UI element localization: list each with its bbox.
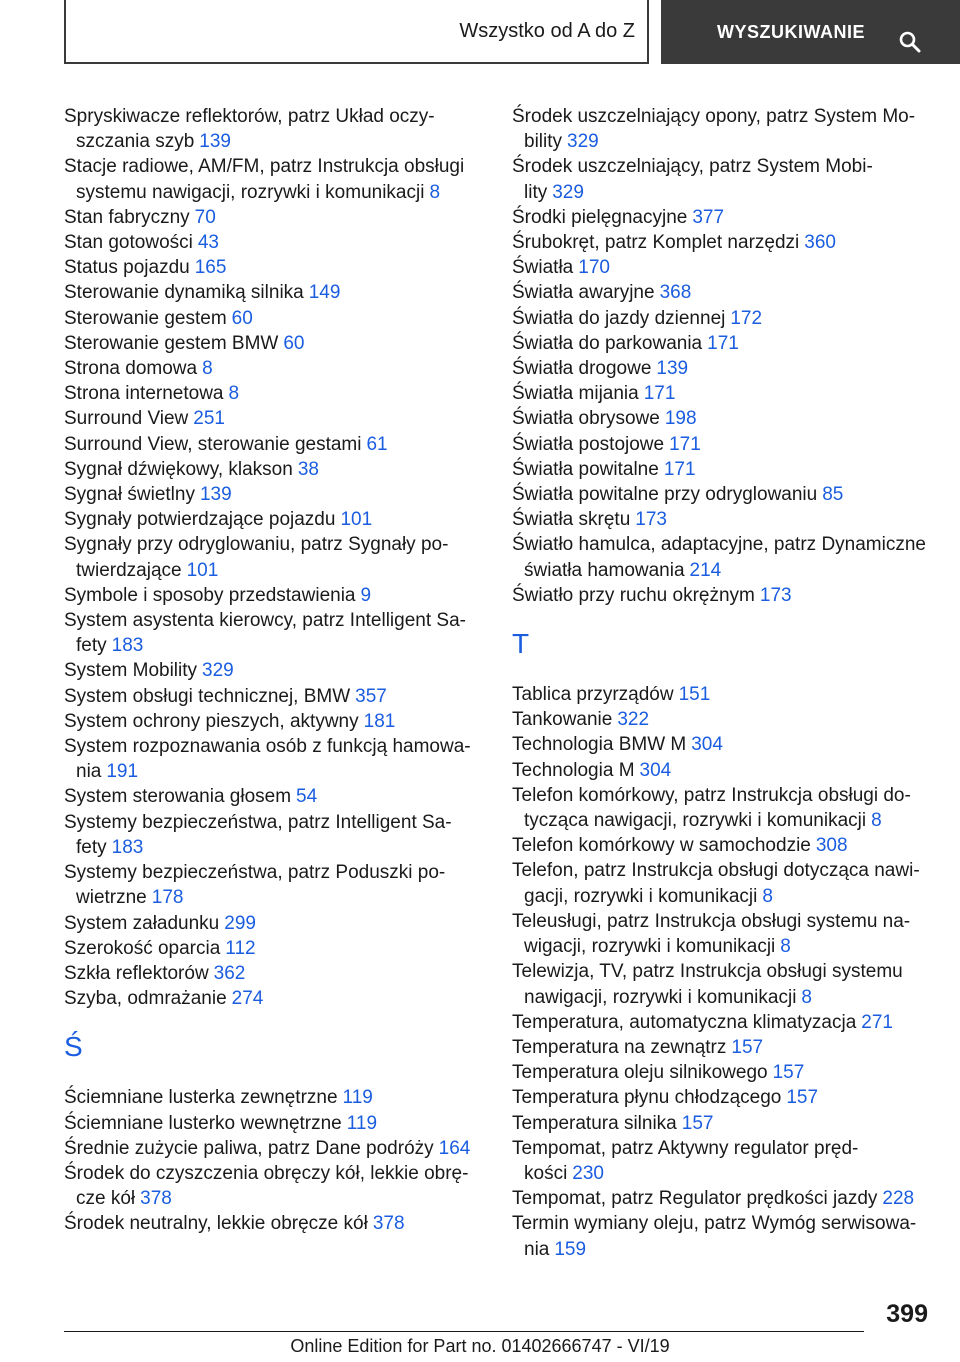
index-entry xyxy=(512,280,932,305)
index-entry xyxy=(512,154,932,204)
index-entry-text: System obsługi technicznej, BMW xyxy=(64,685,351,707)
index-entry xyxy=(512,758,932,783)
index-page-link[interactable]: 101 xyxy=(186,559,219,581)
index-entry xyxy=(64,1211,484,1236)
index-entry-text: Technologia M xyxy=(512,759,635,781)
index-entry-text: Termin wymiany oleju, patrz Wymóg serwisowa- xyxy=(512,1213,917,1235)
index-entry-text: Temperatura silnika xyxy=(512,1112,677,1134)
index-entry xyxy=(64,255,484,280)
index-entry xyxy=(64,860,484,910)
index-entry xyxy=(64,583,484,608)
index-page-link[interactable]: 8 xyxy=(762,885,773,907)
index-page-link[interactable]: 165 xyxy=(194,257,227,279)
index-page-link[interactable]: 119 xyxy=(342,1087,373,1109)
index-page-link[interactable]: 378 xyxy=(372,1213,405,1235)
index-entry-text: System załadunku xyxy=(64,912,220,934)
index-entry-text: Światła xyxy=(512,257,574,279)
index-page-link[interactable]: 308 xyxy=(815,835,848,857)
index-page-link[interactable]: 139 xyxy=(199,131,231,153)
index-entry xyxy=(512,255,932,280)
index-page-link[interactable]: 274 xyxy=(231,988,264,1010)
index-page-link[interactable]: 378 xyxy=(140,1188,172,1210)
index-entry xyxy=(512,406,932,431)
index-entry xyxy=(512,833,932,858)
index-entry-text: Telefon, patrz Instrukcja obsługi dotycząca nawi- xyxy=(512,860,920,882)
index-page-link[interactable]: 70 xyxy=(194,206,216,228)
index-entry xyxy=(64,784,484,809)
index-page-link[interactable]: 368 xyxy=(659,282,692,304)
index-entry-text: Sterowanie dynamiką silnika xyxy=(64,282,304,304)
index-page-link[interactable]: 214 xyxy=(689,559,722,581)
index-entry xyxy=(512,205,932,230)
index-entry xyxy=(64,154,484,204)
index-page-link[interactable]: 304 xyxy=(691,734,723,756)
index-page-link[interactable]: 173 xyxy=(635,509,667,531)
index-entry-text: Stan gotowości xyxy=(64,232,193,254)
footer-divider xyxy=(64,1331,864,1332)
index-entry xyxy=(64,381,484,406)
index-entry xyxy=(512,356,932,381)
footer xyxy=(0,1336,960,1357)
index-page-link[interactable]: 9 xyxy=(360,584,372,606)
index-entry-text: Strona domowa xyxy=(64,358,198,380)
index-entry-text: Stan fabryczny xyxy=(64,206,190,228)
index-entry-text: Tempomat, patrz Regulator prędkości jazdy xyxy=(512,1188,878,1210)
index-column-right xyxy=(512,104,932,1262)
index-entry-text: Symbole i sposoby przedstawienia xyxy=(64,584,356,606)
index-entry-text: System ochrony pieszych, aktywny xyxy=(64,710,359,732)
index-entry xyxy=(512,230,932,255)
index-entry xyxy=(512,1010,932,1035)
index-page-link[interactable]: 157 xyxy=(786,1087,819,1109)
index-entry xyxy=(512,707,932,732)
index-entry-text: System sterowania głosem xyxy=(64,786,292,808)
index-entry-text: Technologia BMW M xyxy=(512,734,687,756)
index-entry xyxy=(512,1136,932,1186)
index-page-link[interactable]: 101 xyxy=(340,509,373,531)
index-entry-text: Teleusługi, patrz Instrukcja obsługi systemu na- xyxy=(512,910,911,932)
index-entry-text: Systemy bezpieczeństwa, patrz Poduszki po- xyxy=(64,862,446,884)
index-entry-text: Ściemniane lusterka zewnętrzne xyxy=(64,1087,338,1109)
index-entry xyxy=(64,507,484,532)
index-page-link[interactable]: 164 xyxy=(438,1137,471,1159)
index-entry xyxy=(512,1085,932,1110)
index-entry-text: cze kół xyxy=(76,1188,136,1210)
index-entry-text: Światła drogowe xyxy=(512,358,652,380)
index-entry-text: Telefon komórkowy, patrz Instrukcja obsługi do- xyxy=(512,784,911,806)
index-entry xyxy=(512,1111,932,1136)
index-letter-heading: Ś xyxy=(64,1031,83,1063)
index-page-link[interactable]: 198 xyxy=(664,408,697,430)
index-page-link[interactable]: 329 xyxy=(202,660,234,682)
index-entry xyxy=(64,734,484,784)
index-entry-text: Systemy bezpieczeństwa, patrz Intelligent Sa- xyxy=(64,811,452,833)
index-page-link[interactable]: 112 xyxy=(225,937,256,959)
index-entry-text: Temperatura na zewnątrz xyxy=(512,1036,727,1058)
index-entry-text: Tankowanie xyxy=(512,709,613,731)
index-page-link[interactable]: 357 xyxy=(355,685,387,707)
index-entry-text: Stacje radiowe, AM/FM, patrz Instrukcja obsługi xyxy=(64,156,465,178)
index-entry xyxy=(512,909,932,959)
index-entry xyxy=(64,205,484,230)
index-page-link[interactable]: 157 xyxy=(681,1112,714,1134)
index-entry-text: lity xyxy=(524,181,548,203)
index-letter-heading: T xyxy=(512,628,530,660)
index-entry-text: Telefon komórkowy w samochodzie xyxy=(512,835,811,857)
index-entry-text: Środek neutralny, lekkie obręcze kół xyxy=(64,1213,368,1235)
index-entry xyxy=(512,532,932,582)
index-page-link[interactable]: 377 xyxy=(692,206,725,228)
index-page-link[interactable]: 362 xyxy=(213,962,246,984)
index-entry-text: Światła do jazdy dziennej xyxy=(512,307,726,329)
index-entry xyxy=(512,583,932,608)
index-page-link[interactable]: 119 xyxy=(346,1112,378,1134)
tab-search[interactable] xyxy=(661,0,960,64)
index-entry xyxy=(512,858,932,908)
index-page-link[interactable]: 43 xyxy=(197,232,219,254)
index-entry xyxy=(64,1161,484,1211)
index-entry-text: Szkła reflektorów xyxy=(64,962,209,984)
index-page-link[interactable]: 181 xyxy=(363,710,396,732)
index-entry-text: Surround View, sterowanie gestami xyxy=(64,433,362,455)
index-entry-text: Środek do czyszczenia obręczy kół, lekkie obrę- xyxy=(64,1162,469,1184)
index-entry-text: twierdzające xyxy=(76,559,182,581)
index-page-link[interactable]: 172 xyxy=(730,307,763,329)
index-entry xyxy=(512,457,932,482)
index-entry xyxy=(512,507,932,532)
index-entry-text: kości xyxy=(524,1162,568,1184)
index-page-link[interactable]: 8 xyxy=(202,358,213,380)
index-entry-text: Surround View xyxy=(64,408,189,430)
tab-search-label: WYSZUKIWANIE xyxy=(717,21,865,42)
index-page-link[interactable]: 191 xyxy=(106,761,139,783)
index-entry xyxy=(64,986,484,1011)
index-entry xyxy=(64,406,484,431)
index-page-link[interactable]: 329 xyxy=(552,181,584,203)
index-entry xyxy=(512,432,932,457)
index-entry-text: Spryskiwacze reflektorów, patrz Układ oczy- xyxy=(64,106,435,127)
index-entry-text: Światła skrętu xyxy=(512,509,631,531)
index-page-link[interactable]: 183 xyxy=(111,635,144,657)
index-page-link[interactable]: 329 xyxy=(567,131,599,153)
index-entry xyxy=(64,280,484,305)
index-entry-text: Szyba, odmrażanie xyxy=(64,988,227,1010)
index-page-link[interactable]: 60 xyxy=(283,332,305,354)
index-entry-text: nawigacji, rozrywki i komunikacji xyxy=(524,986,797,1008)
index-page-link[interactable]: 157 xyxy=(772,1062,805,1084)
index-entry-text: Średnie zużycie paliwa, patrz Dane podróży xyxy=(64,1137,434,1159)
index-entry-text: światła hamowania xyxy=(524,559,685,581)
index-entry-text: bility xyxy=(524,131,563,153)
index-page-link[interactable]: 271 xyxy=(861,1011,893,1033)
index-page-link[interactable]: 8 xyxy=(871,810,882,832)
index-page-link[interactable]: 228 xyxy=(882,1188,915,1210)
index-page-link[interactable]: 60 xyxy=(231,307,253,329)
index-entry xyxy=(64,331,484,356)
index-entry-text: fety xyxy=(76,836,107,858)
footer-edition: Online Edition for Part no. 01402666747 - VI/19 xyxy=(290,1336,670,1356)
index-entry-text: Sterowanie gestem xyxy=(64,307,227,329)
index-entry xyxy=(512,331,932,356)
index-entry xyxy=(64,1085,484,1110)
index-page-link[interactable]: 183 xyxy=(111,836,144,858)
index-entry-text: gacji, rozrywki i komunikacji xyxy=(524,885,758,907)
index-entry-text: Światła awaryjne xyxy=(512,282,655,304)
index-entry-text: Temperatura oleju silnikowego xyxy=(512,1062,768,1084)
index-entry xyxy=(64,810,484,860)
index-page-link[interactable]: 171 xyxy=(707,332,739,354)
index-entry-text: Sygnał dźwiękowy, klakson xyxy=(64,458,293,480)
index-entry xyxy=(64,1111,484,1136)
index-entry-text: Światła do parkowania xyxy=(512,332,703,354)
index-column-left xyxy=(64,104,484,1237)
index-page-link[interactable]: 151 xyxy=(678,684,711,706)
index-entry xyxy=(512,482,932,507)
index-entry xyxy=(64,482,484,507)
index-page-link[interactable]: 173 xyxy=(759,584,792,606)
index-entry-text: wietrzne xyxy=(76,887,147,909)
index-entry xyxy=(64,709,484,734)
index-page-link[interactable]: 139 xyxy=(656,358,689,380)
index-page-link[interactable]: 360 xyxy=(804,232,836,254)
index-entry-text: Strona internetowa xyxy=(64,383,224,405)
index-entry xyxy=(512,1060,932,1085)
index-entry-text: szczania szyb xyxy=(76,131,195,153)
index-entry xyxy=(512,732,932,757)
index-entry-text: nia xyxy=(76,761,102,783)
index-entry-text: Telewizja, TV, patrz Instrukcja obsługi systemu xyxy=(512,961,903,983)
index-page-link[interactable]: 230 xyxy=(572,1162,604,1184)
index-entry xyxy=(64,684,484,709)
index-page-link[interactable]: 38 xyxy=(297,458,319,480)
index-entry xyxy=(64,230,484,255)
index-entry-text: Światła obrysowe xyxy=(512,408,660,430)
index-entry xyxy=(512,104,932,154)
index-page-link[interactable]: 304 xyxy=(639,759,672,781)
index-page-link[interactable]: 61 xyxy=(366,433,388,455)
index-entry-text: wigacji, rozrywki i komunikacji xyxy=(524,936,776,958)
index-entry xyxy=(512,682,932,707)
index-entry xyxy=(64,936,484,961)
index-entry-text: Temperatura, automatyczna klimatyzacja xyxy=(512,1011,857,1033)
index-page-link[interactable]: 171 xyxy=(663,458,696,480)
index-page-link[interactable]: 251 xyxy=(193,408,225,430)
index-entry-text: Sygnały potwierdzające pojazdu xyxy=(64,509,336,531)
page-number: 399 xyxy=(886,1300,928,1328)
index-entry xyxy=(64,961,484,986)
index-entry-text: Ściemniane lusterko wewnętrzne xyxy=(64,1112,342,1134)
index-page-link[interactable]: 157 xyxy=(731,1036,764,1058)
index-entry xyxy=(64,608,484,658)
index-page-link[interactable]: 85 xyxy=(822,484,844,506)
index-entry-text: System Mobility xyxy=(64,660,198,682)
index-entry-text: Tablica przyrządów xyxy=(512,684,674,706)
index-page-link[interactable]: 170 xyxy=(578,257,610,279)
index-entry-text: Szerokość oparcia xyxy=(64,937,221,959)
index-entry-text: System asystenta kierowcy, patrz Intelligent Sa- xyxy=(64,610,466,632)
index-entry xyxy=(64,1136,484,1161)
index-entry xyxy=(64,911,484,936)
index-page-link[interactable]: 8 xyxy=(228,383,240,405)
index-page-link[interactable]: 171 xyxy=(643,383,676,405)
index-entry-text: Śrubokręt, patrz Komplet narzędzi xyxy=(512,232,800,254)
index-entry xyxy=(64,432,484,457)
index-entry-text: Środki pielęgnacyjne xyxy=(512,206,688,228)
index-entry xyxy=(64,457,484,482)
index-entry xyxy=(512,1035,932,1060)
index-entry xyxy=(512,783,932,833)
index-page-link[interactable]: 171 xyxy=(669,433,701,455)
index-entry-text: fety xyxy=(76,635,107,657)
top-navigation xyxy=(64,0,960,64)
index-entry xyxy=(512,1186,932,1211)
index-entry xyxy=(64,532,484,582)
index-entry xyxy=(64,104,484,154)
index-entry xyxy=(64,306,484,331)
index-entry-text: Środek uszczelniający opony, patrz System Mo- xyxy=(512,106,916,127)
index-page-link[interactable]: 8 xyxy=(801,986,812,1008)
index-page-link[interactable]: 54 xyxy=(296,786,318,808)
index-entry xyxy=(64,658,484,683)
index-entry xyxy=(512,959,932,1009)
index-page-link[interactable]: 159 xyxy=(554,1238,587,1260)
index-entry xyxy=(512,306,932,331)
index-page-link[interactable]: 8 xyxy=(429,181,441,203)
index-entry-text: Sygnał świetlny xyxy=(64,484,195,506)
index-entry-text: Sygnały przy odryglowaniu, patrz Sygnały po- xyxy=(64,534,449,556)
index-page-link[interactable]: 322 xyxy=(617,709,650,731)
index-entry-text: Sterowanie gestem BMW xyxy=(64,332,279,354)
index-entry-text: tycząca nawigacji, rozrywki i komunikacji xyxy=(524,810,867,832)
index-entry xyxy=(512,1211,932,1261)
tab-a-to-z-label: Wszystko od A do Z xyxy=(459,19,635,42)
index-entry-text: Światła mijania xyxy=(512,383,639,405)
index-page-link[interactable]: 178 xyxy=(151,887,184,909)
index-entry-text: systemu nawigacji, rozrywki i komunikacji xyxy=(76,181,425,203)
index-page-link[interactable]: 299 xyxy=(224,912,256,934)
index-entry-text: Status pojazdu xyxy=(64,257,190,279)
index-entry-text: Światło przy ruchu okrężnym xyxy=(512,584,755,606)
search-icon xyxy=(898,30,922,54)
index-entry-text: Tempomat, patrz Aktywny regulator pręd- xyxy=(512,1137,859,1159)
index-page-link[interactable]: 8 xyxy=(780,936,791,958)
index-entry xyxy=(512,381,932,406)
index-entry-text: Środek uszczelniający, patrz System Mobi- xyxy=(512,156,873,178)
index-entry-text: nia xyxy=(524,1238,550,1260)
index-entry xyxy=(64,356,484,381)
index-entry-text: Światła powitalne xyxy=(512,458,659,480)
index-entry-text: System rozpoznawania osób z funkcją hamowa- xyxy=(64,736,471,758)
index-entry-text: Temperatura płynu chłodzącego xyxy=(512,1087,782,1109)
index-page-link[interactable]: 149 xyxy=(308,282,341,304)
index-entry-text: Światła powitalne przy odryglowaniu xyxy=(512,484,818,506)
index-page-link[interactable]: 139 xyxy=(199,484,232,506)
tab-a-to-z[interactable] xyxy=(64,0,649,64)
index-entry-text: Światła postojowe xyxy=(512,433,665,455)
index-entry-text: Światło hamulca, adaptacyjne, patrz Dynamiczne xyxy=(512,534,926,556)
